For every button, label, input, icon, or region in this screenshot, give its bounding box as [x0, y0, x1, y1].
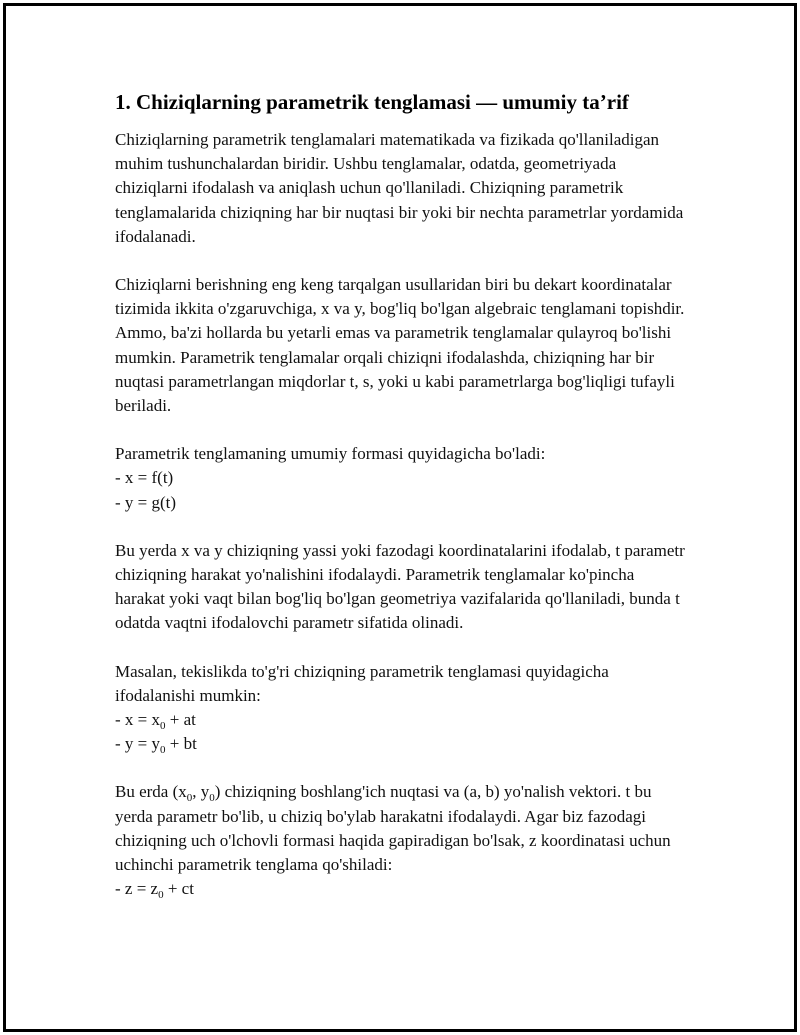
- document-body: [115, 88, 685, 925]
- equation-y-line: [115, 732, 685, 756]
- equation-z-line-lhs: - z = z: [115, 879, 159, 899]
- text-fragment: Bu erda (x: [115, 782, 187, 802]
- equation-y-line-rhs: + bt: [165, 734, 197, 754]
- equation-x-line-lhs: - x = x: [115, 710, 160, 730]
- line-example-intro: Masalan, tekislikda to'g'ri chiziqning parametrik tenglamasi quyidagicha ifodalanishi mumkin:: [115, 661, 609, 705]
- subscript-zero: 0: [158, 889, 164, 902]
- equation-z-line: [115, 877, 685, 901]
- paragraph-5: [115, 660, 685, 757]
- paragraph-6-text: [115, 782, 671, 874]
- page-title: 1. Chiziqlarning parametrik tenglamasi — umumiy ta’rif: [115, 90, 629, 114]
- paragraph-6: [115, 780, 685, 901]
- equation-z-line-rhs: + ct: [163, 879, 194, 899]
- subscript-zero: 0: [160, 744, 166, 757]
- text-fragment: ) chiziqning boshlang'ich nuqtasi va (a, b) yo'nalish vektori. t bu yerda parametr bo'lib, u chiziq bo'ylab harakatni ifodalaydi. Agar biz fazodagi chiziqning uch o'lchovli formasi haqida gapiradigan bo'lsak, z koordinatasi uchun uchinchi parametrik tenglama qo'shiladi:: [115, 782, 671, 875]
- equation-x-line-rhs: + at: [165, 710, 196, 730]
- subscript-zero: 0: [160, 720, 166, 733]
- paragraph-2: Chiziqlarni berishning eng keng tarqalgan usullaridan biri bu dekart koordinatalar tizimida ikkita o'zgaruvchiga, x va y, bog'liq bo'lgan algebraic tenglamani topishdir. Ammo, ba'zi hollarda bu yetarli emas va parametrik tenglamalar qulayroq bo'lishi mumkin. Parametrik tenglamalar orqali chiziqni ifodalashda, chiziqning har bir nuqtasi parametrlangan miqdorlar t, s, yoki u kabi parametrlarga bog'liqligi tufayli beriladi.: [115, 275, 685, 416]
- equation-x-general: - x = f(t): [115, 468, 174, 488]
- text-fragment: , y: [192, 782, 210, 802]
- paragraph-4: Bu yerda x va y chiziqning yassi yoki fazodagi koordinatalarini ifodalab, t parametr chiziqning harakat yo'nalishini ifodalaydi. Parametrik tenglamalar ko'pincha harakat yoki vaqt bilan bog'liq bo'lgan geometriya vazifalarida qo'llaniladi, bunda t odatda vaqtni ifodalovchi parametr sifatida olinadi.: [115, 540, 685, 633]
- subscript-zero: 0: [186, 792, 193, 805]
- general-form-intro: Parametrik tenglamaning umumiy formasi quyidagicha bo'ladi:: [115, 444, 546, 464]
- subscript-zero: 0: [209, 792, 215, 805]
- equation-y-general: - y = g(t): [115, 492, 177, 512]
- equation-x-line: [115, 708, 685, 732]
- paragraph-3: [115, 442, 685, 515]
- paragraph-1: Chiziqlarning parametrik tenglamalari matematikada va fizikada qo'llaniladigan muhim tushunchalardan biridir. Ushbu tenglamalar, odatda, geometriyada chiziqlarni ifodalash va aniqlash uchun qo'llaniladi. Chiziqning parametrik tenglamalarida chiziqning har bir nuqtasi bir yoki bir nechta parametrlar yordamida ifodalanadi.: [115, 130, 684, 246]
- equation-y-line-lhs: - y = y: [115, 734, 160, 754]
